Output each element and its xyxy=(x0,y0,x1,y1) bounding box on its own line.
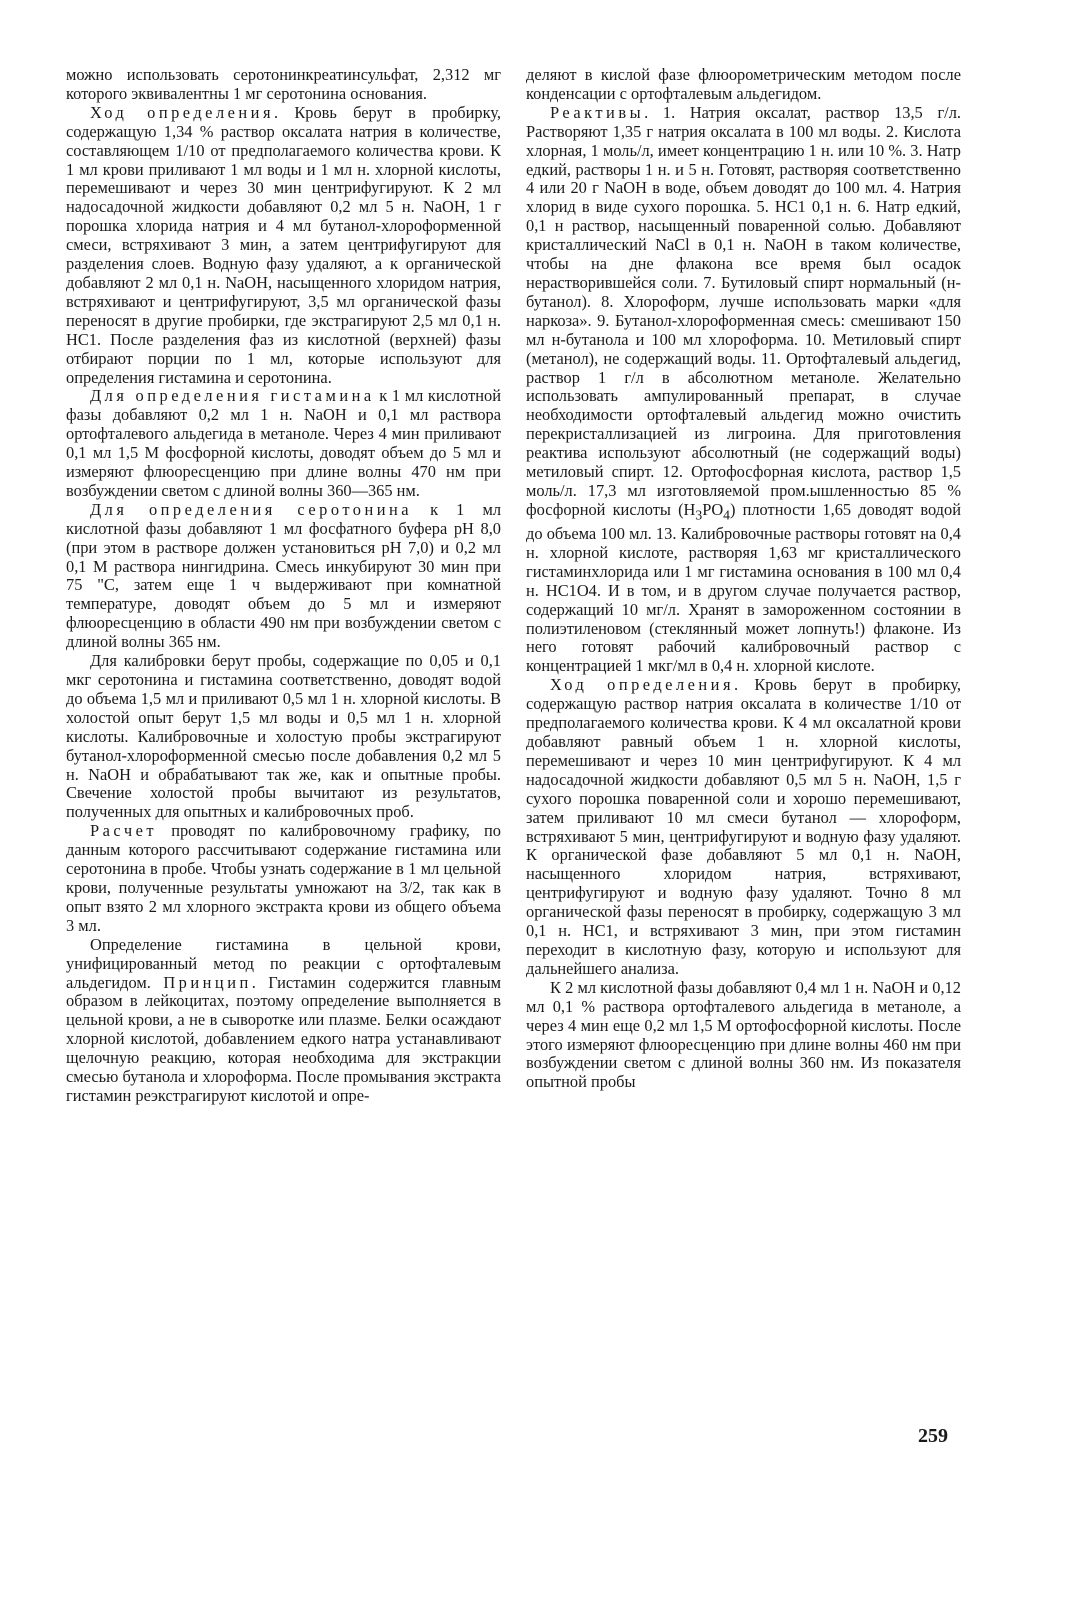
paragraph xyxy=(526,979,961,1092)
right-column xyxy=(526,66,961,1092)
paragraph-text: к 1 мл кислотной фазы добавляют 0,2 мл 1 н. NaOH и 0,1 мл раствора ортофталевого альдегида в метаноле. Через 4 мин приливают 0,1 мл 1,5 М фосфорной кислоты, доводят объем до 5 мл и измеряют флюоресценцию при длине волны 470 нм при возбуждении светом с длиной волны 360—365 нм. xyxy=(66,386,501,500)
paragraph-text: . Кровь берут в пробирку, содержащую раствор натрия оксалата в количестве 1/10 от предполагаемого количества крови. К 4 мл оксалатной крови добавляют равный объем 1 н. хлорной кислоты, перемешивают и через 10 мин центрифугируют. К 4 мл надосадочной жидкости добавляют 0,5 мл 5 н. NaOH, 1,5 г сухого порошка поваренной соли и хорошо перемешивают, затем приливают 10 мл смеси бутанол — хлороформ, встряхивают 5 мин, центрифугируют и водную фазу удаляют. К органической фазе добавляют 5 мл 0,1 н. NaOH, насыщенного хлоридом натрия, встряхивают, центрифугируют и водную фазу удаляют. Точно 8 мл органической фазы переносят в пробирку, содержащую 3 мл 0,1 н. НС1, и встряхивают 3 мин, при этом гистамин переходит в кислотную фазу, которую и используют для дальнейшего анализа. xyxy=(526,675,961,978)
paragraph-text: PO xyxy=(702,499,724,519)
paragraph-text: Определение гистамина в цельной крови, унифицированный метод по реакции с ортофталевым альдегидом. xyxy=(66,934,501,992)
left-column xyxy=(66,66,501,1106)
page-number: 259 xyxy=(918,1425,948,1447)
paragraph xyxy=(66,822,501,935)
paragraph-text: к 1 мл кислотной фазы добавляют 1 мл фосфатного буфера рН 8,0 (при этом в растворе должен установиться рН 7,0) и 0,2 мл 0,1 М раствора нингидрина. Смесь инкубируют 30 мин при 75 "С, затем еще 1 ч выдерживают при комнатной температуре, доводят объем до 5 мл и измеряют флюоресценцию в области 490 нм при возбуждении светом с длиной волны 365 нм. xyxy=(66,499,501,652)
paragraph-text: Для калибровки берут пробы, содержащие по 0,05 и 0,1 мкг серотонина и гистамина соответственно, доводят водой до объема 1,5 мл и приливают 0,5 мл 1 н. хлорной кислоты. В холостой опыт берут 1,5 мл воды и 0,5 мл 1 н. хлорной кислоты. Калибровочные и холостую пробы экстрагируют бутанол-хлороформенной смесью после добавления 0,2 мл 5 н. NaOH и обрабатывают так же, как и опытные пробы. Свечение холостой пробы вычитают из результатов, полученных для опытных и калибровочных проб. xyxy=(66,651,501,822)
paragraph-text: проводят по калибровочному графику, по данным которого рассчитывают содержание гистамина или серотонина в пробе. Чтобы узнать содержание в 1 мл цельной крови, полученные результаты умножают на 3/2, так как в опыт взято 2 мл хлорного экстракта крови из общего объема 3 мл. xyxy=(66,821,501,935)
paragraph-text: деляют в кислой фазе флюорометрическим методом после конденсации с ортофталевым альдегидом. xyxy=(526,65,961,103)
section-heading: Расчет xyxy=(90,821,158,841)
section-heading: Ход определения xyxy=(90,102,274,122)
section-heading: Принцип xyxy=(163,972,252,992)
paragraph-text: . 1. Натрия оксалат, раствор 13,5 г/л. Растворяют 1,35 г натрия оксалата в 100 мл воды. 2. Кислота хлорная, 1 моль/л, имеет концентрацию 1 н. или 10 %. 3. Натр едкий, растворы 1 н. и 5 н. Готовят, растворяя соответственно 4 или 20 г NaOH в воде, объем доводят до 100 мл. 4. Натрия хлорид в виде сухого порошка. 5. НС1 0,1 н. 6. Натр едкий, 0,1 н раствор, насыщенный поваренной солью. Добавляют кристаллический NaCl в 0,1 н. NaOH в таком количестве, чтобы на дне флакона все время был осадок нерастворившейся соли. 7. Бутиловый спирт нормальный (н-бутанол). 8. Хлороформ, лучше использовать марки «для наркоза». 9. Бутанол-хлороформенная смесь: смешивают 150 мл н-бутанола и 100 мл хлороформа. 10. Метиловый спирт (метанол), не содержащий воды. 11. Ортофталевый альдегид, раствор 1 г/л в абсолютном метаноле. Желательно использовать ампулированный препарат, в случае необходимости ортофталевый альдегид можно очистить перекристаллизацией из лигроина. Для приготовления реактива используют абсолютный (не содержащий воды) метиловый спирт. 12. Ортофосфорная кислота, раствор 1,5 моль/л. 17,3 мл изготовляемой пром.ышленностью 85 % фосфорной кислоты (H xyxy=(526,102,961,519)
paragraph xyxy=(66,501,501,652)
section-heading: Ход определения xyxy=(550,675,734,695)
section-heading: Для определения гистамина xyxy=(90,386,375,406)
paragraph xyxy=(526,104,961,676)
paragraph xyxy=(526,676,961,979)
paragraph xyxy=(66,936,501,1106)
paragraph-text: можно использовать серотонинкреатинсульфат, 2,312 мг которого эквивалентны 1 мг серотонина основания. xyxy=(66,65,501,103)
paragraph xyxy=(66,66,501,104)
section-heading: Для определения серотонина xyxy=(90,499,413,519)
section-heading: Реактивы xyxy=(550,102,645,122)
paragraph-text: К 2 мл кислотной фазы добавляют 0,4 мл 1 н. NaOH и 0,12 мл 0,1 % раствора ортофталевого альдегида в метаноле, а через 4 мин еще 0,2 мл 1,5 М ортофосфорной кислоты. После этого измеряют флюоресценцию при длине волны 460 нм при возбуждении светом с длиной волны 360 нм. Из показателя опытной пробы xyxy=(526,977,961,1092)
paragraph-text: . Гистамин содержится главным образом в лейкоцитах, поэтому определение выполняется в цельной крови, а не в сыворотке или плазме. Белки осаждают хлорной кислотой, добавлением едкого натра устанавливают щелочную реакцию, которая необходима для экстракции смесью бутанола и хлороформа. После промывания экстракта гистамин реэкстрагируют кислотой и опре- xyxy=(66,972,501,1105)
paragraph xyxy=(526,66,961,104)
paragraph-text: . Кровь берут в пробирку, содержащую 1,34 % раствор оксалата натрия в количестве, составляющем 1/10 от предполагаемого количества крови. К 1 мл крови приливают 1 мл воды и 1 мл н. хлорной кислоты, перемешивают и через 30 мин центрифугируют. К 2 мл надосадочной жидкости добавляют 0,2 мл 5 н. NaOH, 1 г порошка хлорида натрия и 4 мл бутанол-хлороформенной смеси, встряхивают 3 мин, а затем центрифугируют для разделения слоев. Водную фазу удаляют, а к органической добавляют 2 мл 0,1 н. NaOH, насыщенного хлоридом натрия, встряхивают и центрифугируют, 3,5 мл органической фазы переносят в другие пробирки, где экстрагируют 2,5 мл 0,1 н. НС1. После разделения фаз из кислотной (верхней) фазы отбирают порции по 1 мл, которые используют для определения гистамина и серотонина. xyxy=(66,102,501,387)
paragraph xyxy=(66,652,501,822)
subscript: 3 xyxy=(695,507,703,523)
paragraph xyxy=(66,104,501,388)
subscript: 4 xyxy=(723,507,730,523)
paragraph xyxy=(66,387,501,500)
paragraph-text: ) плотности 1,65 доводят водой до объема 100 мл. 13. Калибровочные растворы готовят на 0,4 н. хлорной кислоте, растворяя 1,63 мг кристаллического гистаминхлорида или 1 мг гистамина основания в 100 мл 0,4 н. НС1О4. И в том, и в другом случае получается раствор, содержащий 10 мг/л. Хранят в замороженном состоянии в полиэтиленовом (стеклянный может лопнуть!) флаконе. Из него готовят рабочий калибровочный раствор с концентрацией 1 мкг/мл в 0,4 н. хлорной кислоте. xyxy=(526,499,961,676)
